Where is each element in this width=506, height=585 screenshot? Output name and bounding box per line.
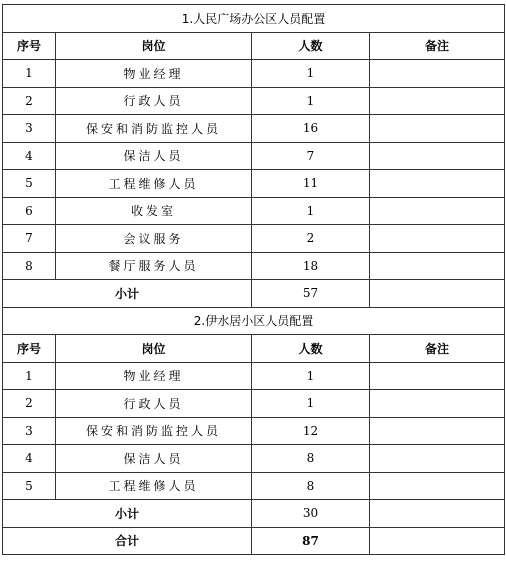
post-name: 工程维修人员 (56, 170, 252, 198)
post-name: 餐厅服务人员 (56, 252, 252, 280)
post-name: 物业经理 (56, 362, 252, 390)
row-number: 6 (3, 197, 56, 225)
row-number: 7 (3, 225, 56, 253)
post-name: 收发室 (56, 197, 252, 225)
post-name: 保安和消防监控人员 (56, 115, 252, 143)
note-cell (370, 500, 505, 528)
table-row (3, 197, 505, 225)
table-row (3, 472, 505, 500)
section-title: 1.人民广场办公区人员配置 (3, 5, 505, 33)
note-cell (370, 445, 505, 473)
note-cell (370, 225, 505, 253)
post-name: 保洁人员 (56, 445, 252, 473)
subtotal-value: 30 (252, 500, 370, 528)
total-row (3, 527, 505, 555)
post-name: 工程维修人员 (56, 472, 252, 500)
post-name: 会议服务 (56, 225, 252, 253)
staff-count: 2 (252, 225, 370, 253)
staff-count: 8 (252, 445, 370, 473)
note-cell (370, 60, 505, 88)
staff-count: 8 (252, 472, 370, 500)
table-row (3, 390, 505, 418)
row-number: 2 (3, 390, 56, 418)
section-title-row (3, 307, 505, 335)
staff-count: 1 (252, 197, 370, 225)
staff-count: 18 (252, 252, 370, 280)
note-cell (370, 390, 505, 418)
table-row (3, 362, 505, 390)
table-row (3, 60, 505, 88)
staff-count: 12 (252, 417, 370, 445)
table-row (3, 225, 505, 253)
staff-count: 1 (252, 390, 370, 418)
post-name: 物业经理 (56, 60, 252, 88)
header-row (3, 32, 505, 60)
staff-count: 1 (252, 362, 370, 390)
note-cell (370, 115, 505, 143)
row-number: 4 (3, 445, 56, 473)
table-row (3, 170, 505, 198)
row-number: 5 (3, 170, 56, 198)
post-name: 行政人员 (56, 390, 252, 418)
subtotal-value: 57 (252, 280, 370, 308)
header-row (3, 335, 505, 363)
row-number: 3 (3, 115, 56, 143)
section-title-row (3, 5, 505, 33)
row-number: 4 (3, 142, 56, 170)
row-number: 5 (3, 472, 56, 500)
note-cell (370, 87, 505, 115)
row-number: 1 (3, 60, 56, 88)
staffing-table-body (3, 5, 505, 555)
note-cell (370, 472, 505, 500)
staff-count: 16 (252, 115, 370, 143)
note-cell (370, 417, 505, 445)
total-label: 合计 (3, 527, 252, 555)
header-seq: 序号 (3, 335, 56, 363)
note-cell (370, 142, 505, 170)
subtotal-label: 小计 (3, 280, 252, 308)
header-note: 备注 (370, 32, 505, 60)
note-cell (370, 197, 505, 225)
table-row (3, 142, 505, 170)
post-name: 行政人员 (56, 87, 252, 115)
row-number: 3 (3, 417, 56, 445)
staff-count: 1 (252, 87, 370, 115)
note-cell (370, 252, 505, 280)
staff-count: 7 (252, 142, 370, 170)
post-name: 保安和消防监控人员 (56, 417, 252, 445)
header-post: 岗位 (56, 32, 252, 60)
staff-count: 1 (252, 60, 370, 88)
header-note: 备注 (370, 335, 505, 363)
note-cell (370, 170, 505, 198)
table-row (3, 87, 505, 115)
row-number: 8 (3, 252, 56, 280)
post-name: 保洁人员 (56, 142, 252, 170)
subtotal-row (3, 280, 505, 308)
table-row (3, 115, 505, 143)
table-row (3, 417, 505, 445)
section-title: 2.伊水居小区人员配置 (3, 307, 505, 335)
table-row (3, 445, 505, 473)
subtotal-row (3, 500, 505, 528)
subtotal-label: 小计 (3, 500, 252, 528)
header-count: 人数 (252, 32, 370, 60)
staff-count: 11 (252, 170, 370, 198)
header-post: 岗位 (56, 335, 252, 363)
note-cell (370, 527, 505, 555)
total-value: 87 (252, 527, 370, 555)
row-number: 2 (3, 87, 56, 115)
table-row (3, 252, 505, 280)
staffing-table (2, 4, 505, 555)
row-number: 1 (3, 362, 56, 390)
header-count: 人数 (252, 335, 370, 363)
header-seq: 序号 (3, 32, 56, 60)
note-cell (370, 280, 505, 308)
note-cell (370, 362, 505, 390)
